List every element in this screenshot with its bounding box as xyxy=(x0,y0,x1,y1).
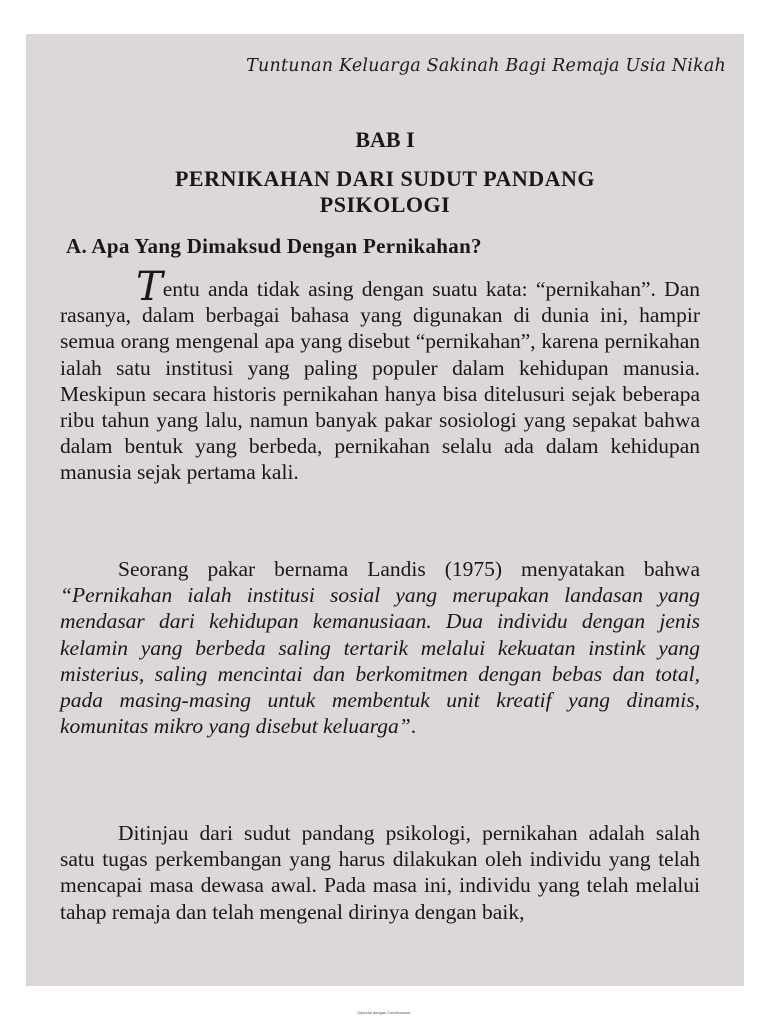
running-header: Tuntunan Keluarga Sakinah Bagi Remaja Usia Nikah xyxy=(246,56,726,76)
paragraph-3 xyxy=(60,820,700,925)
paragraph-3-text: Ditinjau dari sudut pandang psikologi, pernikahan adalah salah satu tugas perkembangan yang harus dilakukan oleh individu yang telah mencapai masa dewasa awal. Pada masa ini, individu yang telah melalui tahap remaja dan telah mengenal dirinya dengan baik, xyxy=(60,821,700,924)
paragraph-2-intro: Seorang pakar bernama Landis (1975) menyatakan bahwa xyxy=(118,557,700,581)
drop-cap: T xyxy=(136,264,163,310)
paragraph-2-quote: “Pernikahan ialah institusi sosial yang merupakan landasan yang mendasar dari kehidupan kemanusiaan. Dua individu dengan jenis kelamin yang berbeda saling tertarik melalui kekuatan instink yang misterius, saling mencintai dan berkomitmen dengan bebas dan total, pada masing-masing untuk membentuk unit kreatif yang dinamis, komunitas mikro yang disebut keluarga” xyxy=(60,583,700,739)
section-heading: A. Apa Yang Dimaksud Dengan Pernikahan? xyxy=(66,234,482,258)
book-page xyxy=(26,34,744,986)
chapter-title-line-1: PERNIKAHAN DARI SUDUT PANDANG xyxy=(174,166,596,191)
scan-footer-note: Dipindai dengan CamScanner xyxy=(357,1010,411,1015)
paragraph-2-end: . xyxy=(410,714,417,739)
chapter-title-line-2: PSIKOLOGI xyxy=(319,192,451,217)
paragraph-1-text: entu anda tidak asing dengan suatu kata: “pernikahan”. Dan rasanya, dalam berbagai bahasa yang digunakan di dunia ini, hampir semua orang mengenal apa yang disebut “pernikahan”, karena pernikahan ialah satu institusi yang paling populer dalam kehidupan manusia. Meskipun secara historis pernikahan hanya bisa ditelusuri sejak beberapa ribu tahun yang lalu, namun banyak pakar sosiologi yang sepakat bahwa dalam bentuk yang berbeda, pernikahan selalu ada dalam kehidupan manusia sejak pertama kali. xyxy=(60,277,700,485)
paragraph-1 xyxy=(60,264,700,486)
chapter-label: BAB I xyxy=(355,127,415,152)
chapter-title xyxy=(26,166,744,218)
paragraph-2 xyxy=(60,556,700,739)
